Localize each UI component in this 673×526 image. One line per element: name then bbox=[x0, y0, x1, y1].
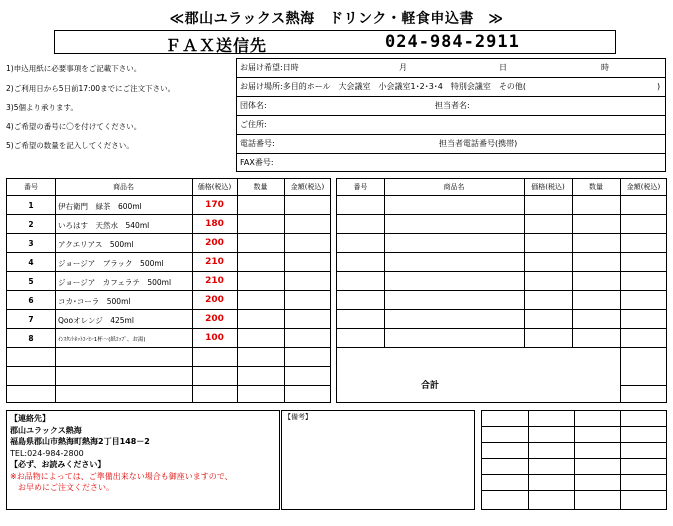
header-amount: 金額(税込) bbox=[626, 183, 661, 191]
product-price: 210 bbox=[205, 276, 224, 286]
product-name: ｲﾝｽﾀﾝﾄﾎｯﾄｺｰﾋｰ1杯～(紙ｺｯﾌﾟ、お湯) bbox=[58, 337, 146, 343]
delivery-place-label: お届け場所:多目的ホール 大会議室 小会議室1･2･3･4 特別会議室 その他( bbox=[240, 82, 527, 91]
delivery-place-row[interactable] bbox=[237, 78, 665, 97]
contact-box bbox=[6, 410, 280, 510]
month-label: 月 bbox=[399, 63, 407, 72]
table-row-empty[interactable] bbox=[337, 234, 666, 253]
grid-divider bbox=[574, 411, 575, 509]
contact-tel: TEL:024-984-2800 bbox=[10, 448, 84, 458]
product-price: 200 bbox=[205, 314, 224, 324]
office-use-grid bbox=[481, 410, 667, 510]
product-price: 200 bbox=[205, 238, 224, 248]
customer-info-form bbox=[236, 58, 666, 172]
column-divider bbox=[284, 179, 285, 402]
fax-banner bbox=[54, 30, 616, 54]
note-1: 1)申込用紙に必要事項をご記載下さい。 bbox=[6, 64, 142, 73]
fax-number: 024-984-2911 bbox=[385, 32, 520, 52]
header-price: 価格(税込) bbox=[197, 183, 232, 191]
row-number: 5 bbox=[28, 277, 34, 286]
warning-line-2: お早めにご注文ください。 bbox=[18, 483, 114, 492]
product-name: 伊右衛門 緑茶 600ml bbox=[58, 202, 142, 211]
remarks-box[interactable] bbox=[281, 410, 475, 510]
fax-number-row[interactable] bbox=[237, 154, 665, 172]
header-product: 商品名 bbox=[443, 183, 465, 191]
row-number: 6 bbox=[28, 296, 34, 305]
header-number: 番号 bbox=[24, 183, 38, 191]
fax-label: ＦＡＸ送信先 bbox=[165, 36, 268, 55]
group-name-row[interactable] bbox=[237, 97, 665, 116]
address-row[interactable] bbox=[237, 116, 665, 135]
header-quantity: 数量 bbox=[253, 183, 268, 191]
delivery-date-label: お届け希望:日時 bbox=[240, 63, 299, 72]
product-price: 200 bbox=[205, 295, 224, 305]
table-row-empty[interactable] bbox=[337, 196, 666, 215]
column-divider bbox=[524, 179, 525, 347]
grid-divider bbox=[620, 411, 621, 509]
product-name: コカ･コーラ 500ml bbox=[58, 297, 131, 306]
row-number: 4 bbox=[28, 258, 34, 267]
grid-divider bbox=[528, 411, 529, 509]
row-number: 2 bbox=[28, 220, 34, 229]
row-number: 8 bbox=[28, 334, 34, 343]
page-title: ≪郡山ユラックス熱海 ドリンク・軽食申込書 ≫ bbox=[169, 11, 504, 27]
day-label: 日 bbox=[499, 63, 507, 72]
group-name-label: 団体名: bbox=[240, 101, 267, 110]
product-name: アクエリアス 500ml bbox=[58, 240, 134, 249]
header-product: 商品名 bbox=[113, 183, 134, 191]
product-name: Qooオレンジ 425ml bbox=[58, 316, 134, 325]
note-5: 5)ご希望の数量を記入してください。 bbox=[6, 141, 134, 150]
product-name: ジョージア ブラック 500ml bbox=[58, 259, 164, 268]
contact-name: 郡山ユラックス熱海 bbox=[10, 425, 82, 435]
total-label: 合計 bbox=[421, 381, 440, 391]
column-divider bbox=[192, 179, 193, 402]
header-price: 価格(税込) bbox=[531, 183, 565, 191]
product-price: 100 bbox=[205, 333, 224, 343]
contact-address: 福島県郡山市熱海町熱海2丁目148－2 bbox=[10, 437, 150, 446]
table-row-empty[interactable] bbox=[337, 329, 666, 348]
product-name: ジョージア カフェラテ 500ml bbox=[58, 278, 172, 287]
contact-heading: 【連絡先】 bbox=[10, 414, 50, 423]
table-row-empty[interactable] bbox=[337, 291, 666, 310]
column-divider bbox=[55, 179, 56, 402]
warning-line-1: ※お品物によっては、ご準備出来ない場合も御座いますので、 bbox=[10, 471, 233, 481]
hour-label: 時 bbox=[601, 63, 609, 72]
fax-number-label: FAX番号: bbox=[240, 158, 274, 167]
phone-row[interactable] bbox=[237, 135, 665, 154]
row-number: 1 bbox=[28, 201, 34, 210]
remarks-label: 【備考】 bbox=[284, 413, 312, 421]
table-row-empty[interactable] bbox=[337, 215, 666, 234]
note-2: 2)ご利用日から5日前17:00までにご注文下さい。 bbox=[6, 84, 176, 93]
contact-phone-label: 担当者電話番号(携帯) bbox=[439, 139, 518, 148]
column-divider bbox=[237, 179, 238, 402]
product-price: 210 bbox=[205, 257, 224, 267]
note-3: 3)5個より承ります。 bbox=[6, 103, 78, 112]
address-label: ご住所: bbox=[240, 120, 267, 129]
order-table-left bbox=[6, 178, 331, 403]
column-divider bbox=[572, 179, 573, 347]
delivery-date-row[interactable] bbox=[237, 59, 665, 78]
product-price: 180 bbox=[205, 219, 224, 229]
order-table-right bbox=[336, 178, 667, 403]
phone-label: 電話番号: bbox=[240, 139, 275, 148]
row-number: 3 bbox=[28, 239, 34, 248]
product-name: いろはす 天然水 540ml bbox=[58, 221, 150, 230]
total-amount-cell[interactable] bbox=[620, 367, 667, 386]
table-header-row bbox=[337, 179, 666, 196]
row-number: 7 bbox=[28, 315, 34, 324]
column-divider bbox=[384, 179, 385, 347]
product-price: 170 bbox=[205, 200, 224, 210]
table-row-empty[interactable] bbox=[337, 253, 666, 272]
header-number: 番号 bbox=[353, 183, 368, 191]
person-in-charge-label: 担当者名: bbox=[435, 101, 470, 110]
header-amount: 金額(税込) bbox=[290, 183, 325, 191]
header-quantity: 数量 bbox=[589, 183, 603, 191]
table-row-empty[interactable] bbox=[337, 272, 666, 291]
close-paren: ) bbox=[657, 82, 661, 91]
must-read-heading: 【必ず、お読みください】 bbox=[10, 460, 106, 469]
table-row-empty[interactable] bbox=[337, 310, 666, 329]
note-4: 4)ご希望の番号に〇を付けてください。 bbox=[6, 122, 142, 131]
